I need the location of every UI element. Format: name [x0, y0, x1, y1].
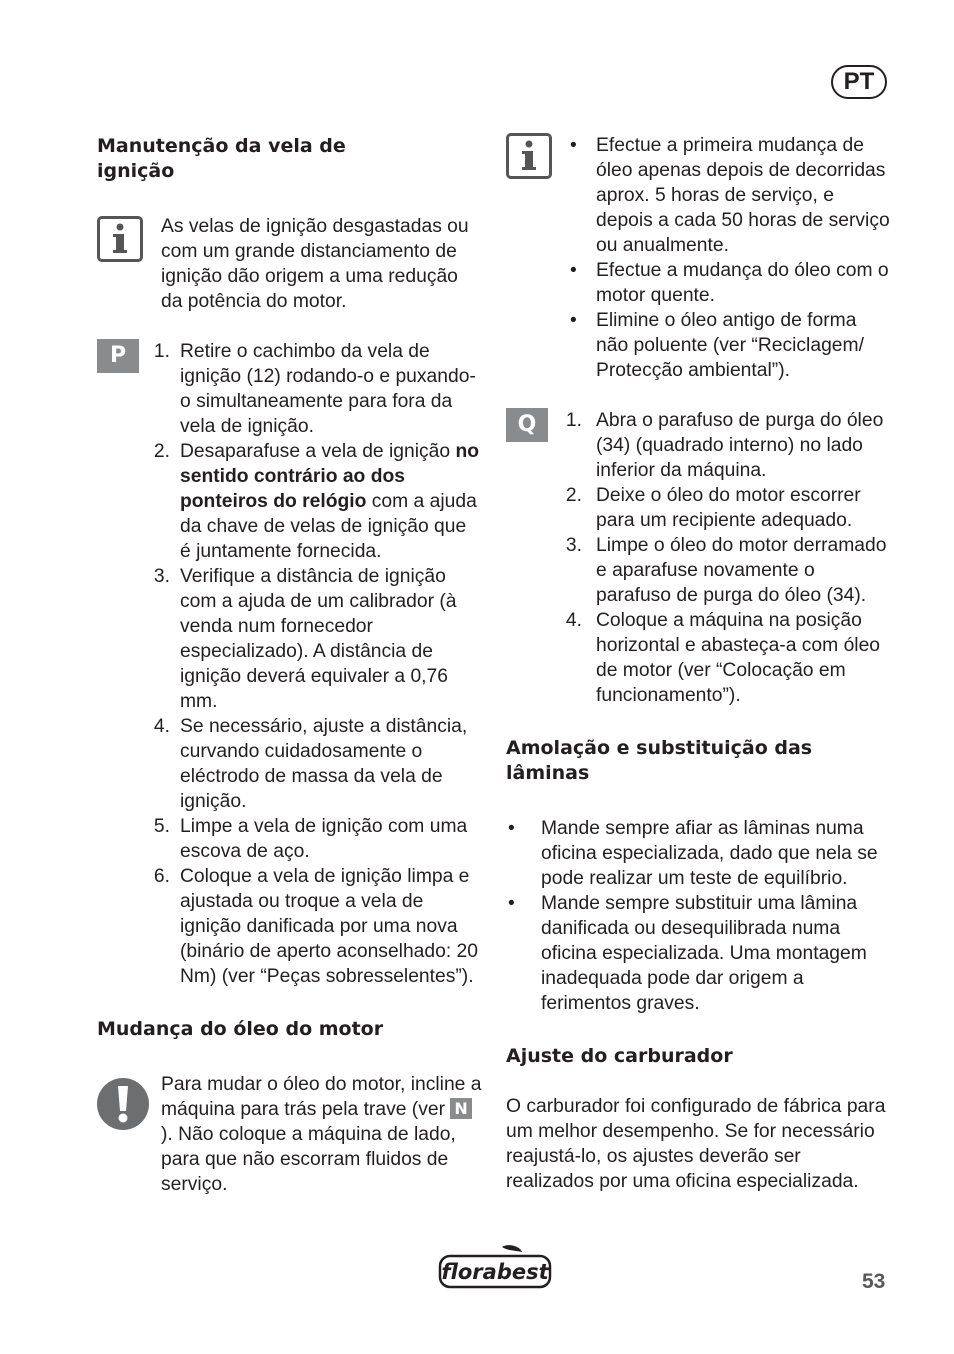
step-item: [565, 608, 891, 708]
bullet-text: Efectue a mudança do óleo com o motor quente.: [596, 260, 889, 306]
bullet-text: Elimine o óleo antigo de forma não poluente (ver “Reciclagem/ Protecção ambiental”).: [596, 310, 864, 381]
bullet-mark: •: [508, 818, 515, 839]
step-text: Limpe o óleo do motor derramado e aparafuse novamente o parafuso de purga do óleo (34).: [596, 535, 887, 606]
spark-plug-heading: Manutenção da vela de ignição: [97, 135, 346, 182]
step-text: Coloque a vela de ignição limpa e ajustada ou troque a vela de ignição danificada por uma nova (binário de aperto aconselhado: 20 Nm) (ver “Peças sobresselentes”).: [180, 866, 479, 987]
spark-plug-info-note: [97, 214, 482, 314]
blades-heading: Amolação e substituição das lâminas: [506, 737, 813, 784]
step-number: 4.: [153, 716, 170, 737]
oil-change-warning-text: Para mudar o óleo do motor, incline a máquina para trás pela trave (ver N). Não coloque a máquina de lado, para que não escorram fluidos de serviço.: [161, 1074, 482, 1195]
carburetor-heading: Ajuste do carburador: [506, 1045, 733, 1067]
step-number: 3.: [153, 566, 170, 587]
carburetor-text: O carburador foi configurado de fábrica para um melhor desempenho. Se for necessário reajustá-lo, os ajustes deverão ser realizados por uma oficina especializada.: [506, 1096, 886, 1192]
step-item: [153, 564, 482, 714]
figure-tag-n: N: [450, 1098, 471, 1119]
bullet-item: [570, 308, 891, 383]
step-text-post: com a ajuda da chave de velas de ignição que é juntamente fornecida.: [180, 491, 477, 562]
step-number: 4.: [565, 610, 582, 631]
bullet-mark: •: [570, 135, 577, 156]
svg-text:florabest: florabest: [441, 1260, 549, 1284]
bullet-text: Mande sempre substituir uma lâmina danificada ou desequilibrada numa oficina especializada. Uma montagem inadequada pode dar origem a ferimentos graves.: [541, 893, 867, 1014]
bullet-item: [570, 133, 891, 258]
step-text: Limpe a vela de ignição com uma escova de aço.: [180, 816, 468, 862]
step-item: [565, 533, 891, 608]
step-item: [565, 408, 891, 483]
step-text: Retire o cachimbo da vela de ignição (12) rodando-o e puxando-o simultaneamente para fora da vela de ignição.: [180, 341, 476, 437]
step-item: [153, 714, 482, 814]
step-text: [180, 441, 479, 562]
blades-list: [508, 816, 891, 1016]
language-badge: PT: [831, 65, 887, 99]
step-number: 1.: [153, 341, 170, 362]
bullet-mark: •: [570, 310, 577, 331]
figure-tag-q: Q: [506, 408, 548, 442]
step-text: Deixe o óleo do motor escorrer para um recipiente adequado.: [596, 485, 861, 531]
figure-tag-p: P: [97, 339, 139, 373]
right-column: [506, 130, 891, 1194]
step-item: [153, 439, 482, 564]
spark-plug-info-text: As velas de ignição desgastadas ou com um grande distanciamento de ignição dão origem a uma redução da potência do motor.: [161, 216, 469, 312]
step-number: 2.: [153, 441, 170, 462]
step-item: [153, 339, 482, 439]
step-item: [153, 864, 482, 989]
step-number: 2.: [565, 485, 582, 506]
bullet-item: [570, 258, 891, 308]
left-column: [97, 130, 482, 1197]
step-text: Verifique a distância de ignição com a ajuda de um calibrador (à venda num fornecedor especializado). A distância de ignição deverá equivaler a 0,76 mm.: [180, 566, 457, 712]
oil-info-note: [506, 133, 891, 383]
step-number: 5.: [153, 816, 170, 837]
bullet-item: [508, 891, 891, 1016]
info-icon: [506, 133, 552, 179]
warning-icon: [97, 1078, 149, 1130]
oil-change-warning: [97, 1072, 482, 1197]
step-item: [153, 814, 482, 864]
step-number: 3.: [565, 535, 582, 556]
bullet-mark: •: [570, 260, 577, 281]
step-number: 1.: [565, 410, 582, 431]
info-icon: [97, 216, 143, 262]
step-item: [565, 483, 891, 533]
step-text: Abra o parafuso de purga do óleo (34) (quadrado interno) no lado inferior da máquina.: [596, 410, 884, 481]
step-number: 6.: [153, 866, 170, 887]
oil-drain-procedure: [506, 408, 891, 708]
bullet-item: [508, 816, 891, 891]
step-text-bold: no sentido contrário ao dos ponteiros do relógio: [180, 441, 480, 512]
bullet-text: Efectue a primeira mudança de óleo apenas depois de decorridas aprox. 5 horas de serviço, e depois a cada 50 horas de serviço ou anualmente.: [596, 135, 890, 256]
step-text: Se necessário, ajuste a distância, curvando cuidadosamente o eléctrodo de massa da vela de ignição.: [180, 716, 468, 812]
spark-plug-procedure: [97, 339, 482, 989]
florabest-logo: [438, 1244, 552, 1295]
oil-change-heading: Mudança do óleo do motor: [97, 1018, 384, 1040]
bullet-text: Mande sempre afiar as lâminas numa oficina especializada, dado que nela se pode realizar um teste de equilíbrio.: [541, 818, 878, 889]
step-text: Coloque a máquina na posição horizontal e abasteça-a com óleo de motor (ver “Colocação em funcionamento”).: [596, 610, 881, 706]
bullet-mark: •: [508, 893, 515, 914]
page-number: 53: [862, 1270, 886, 1293]
step-text-pre: Desaparafuse a vela de ignição: [180, 441, 456, 462]
